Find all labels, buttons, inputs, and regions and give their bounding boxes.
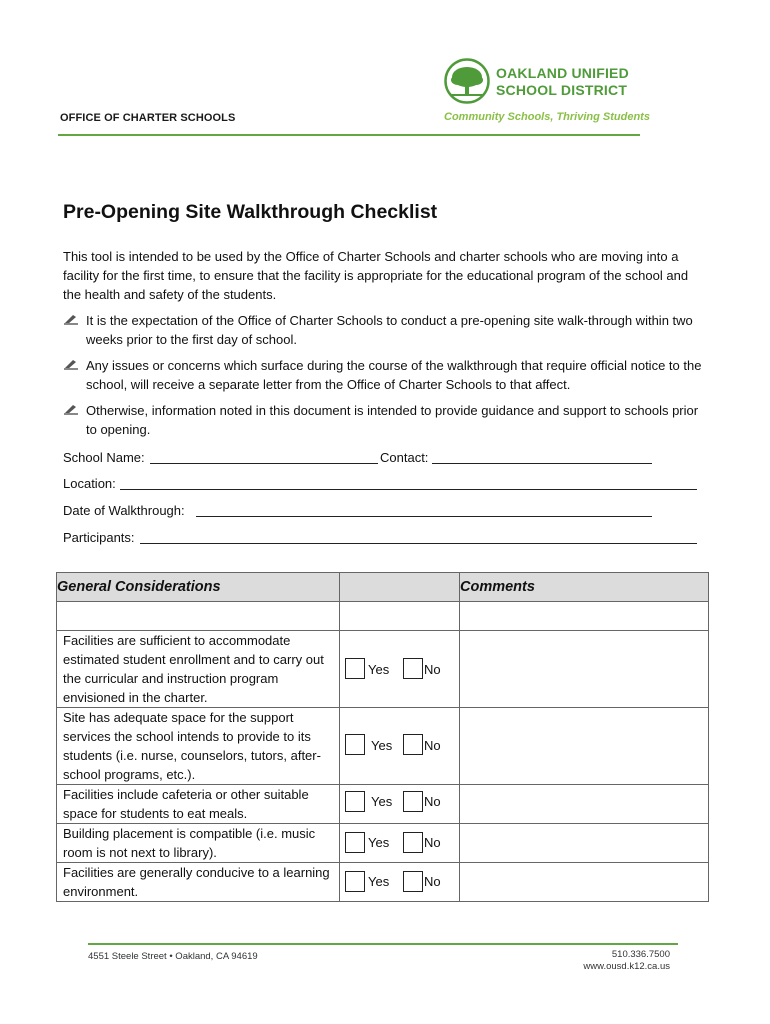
header-comments: Comments: [460, 573, 709, 602]
footer-contact: [560, 949, 670, 973]
footer-phone: 510.336.7500: [611, 949, 670, 960]
table-header-row: [57, 573, 709, 602]
table-row: [57, 631, 709, 708]
intro-paragraph: This tool is intended to be used by the Office of Charter Schools and charter schools who are moving into a facility for the first time, to ensure that the facility is appropriate for the educational program of the school and the health and safety of the students.: [63, 249, 689, 302]
no-checkbox[interactable]: [403, 832, 423, 853]
yes-no-cell: [340, 631, 460, 708]
yes-label: Yes: [368, 874, 390, 889]
office-title: OFFICE OF CHARTER SCHOOLS: [60, 112, 236, 124]
yes-no-cell: [340, 824, 460, 863]
district-name: [496, 65, 629, 99]
yes-checkbox[interactable]: [345, 832, 365, 853]
no-label: No: [424, 738, 441, 753]
bullet-text: Any issues or concerns which surface during the course of the walkthrough that require official notice to the school, will receive a separate letter from the Office of Charter Schools to that affect.: [86, 358, 702, 392]
yes-checkbox[interactable]: [345, 871, 365, 892]
yes-no-cell: [340, 785, 460, 824]
comments-cell[interactable]: [460, 785, 709, 824]
comments-cell[interactable]: [460, 708, 709, 785]
question-text: Building placement is compatible (i.e. music room is not next to library).: [57, 824, 340, 863]
district-name-line1: OAKLAND UNIFIED: [496, 65, 629, 81]
footer-divider: [88, 943, 678, 945]
contact-label: Contact:: [380, 450, 429, 465]
bullet-list: [63, 311, 703, 446]
table-row: [57, 708, 709, 785]
yes-label: Yes: [371, 738, 393, 753]
comments-cell[interactable]: [460, 824, 709, 863]
yes-label: Yes: [368, 662, 390, 677]
question-text: Facilities are sufficient to accommodate estimated student enrollment and to carry out the curricular and instruction program envisioned in the charter.: [57, 631, 340, 708]
list-item: [63, 356, 703, 394]
comments-cell[interactable]: [460, 863, 709, 902]
no-label: No: [424, 874, 441, 889]
district-name-line2: SCHOOL DISTRICT: [496, 82, 628, 98]
yes-checkbox[interactable]: [345, 791, 365, 812]
tree-logo-icon: [444, 58, 490, 104]
no-checkbox[interactable]: [403, 791, 423, 812]
no-checkbox[interactable]: [403, 658, 423, 679]
comments-cell[interactable]: [460, 602, 709, 631]
header-general-considerations: General Considerations: [57, 573, 340, 602]
no-checkbox[interactable]: [403, 734, 423, 755]
table-row: [57, 824, 709, 863]
bullet-text: It is the expectation of the Office of Charter Schools to conduct a pre-opening site walk-through within two weeks prior to the first day of school.: [86, 313, 693, 347]
footer-website: www.ousd.k12.ca.us: [583, 961, 670, 972]
footer-address: 4551 Steele Street • Oakland, CA 94619: [88, 951, 258, 962]
date-label: Date of Walkthrough:: [63, 503, 185, 518]
no-label: No: [424, 794, 441, 809]
table-row: [57, 863, 709, 902]
yes-checkbox[interactable]: [345, 734, 365, 755]
school-name-label: School Name:: [63, 450, 145, 465]
bullet-text: Otherwise, information noted in this document is intended to provide guidance and support to schools prior to opening.: [86, 403, 699, 437]
table-row: [57, 785, 709, 824]
yes-label: Yes: [371, 794, 393, 809]
tagline: Community Schools, Thriving Students: [444, 111, 650, 123]
list-item: [63, 401, 703, 439]
yes-no-cell: [340, 863, 460, 902]
header-divider: [58, 134, 640, 136]
bullet-pen-icon: [64, 358, 78, 370]
bullet-pen-icon: [64, 403, 78, 415]
yes-checkbox[interactable]: [345, 658, 365, 679]
question-text: Site has adequate space for the support services the school intends to provide to its students (i.e. nurse, counselors, tutors, after-school programs, etc.).: [57, 708, 340, 785]
question-text: Facilities include cafeteria or other suitable space for students to eat meals.: [57, 785, 340, 824]
no-checkbox[interactable]: [403, 871, 423, 892]
location-field[interactable]: [120, 489, 697, 490]
header-blank: [340, 573, 460, 602]
page-title: Pre-Opening Site Walkthrough Checklist: [63, 201, 438, 223]
participants-field[interactable]: [140, 543, 697, 544]
bullet-pen-icon: [64, 313, 78, 325]
comments-cell[interactable]: [460, 631, 709, 708]
contact-field[interactable]: [432, 463, 652, 464]
yes-no-cell: [340, 708, 460, 785]
list-item: [63, 311, 703, 349]
no-label: No: [424, 662, 441, 677]
no-label: No: [424, 835, 441, 850]
location-label: Location:: [63, 476, 116, 491]
participants-label: Participants:: [63, 530, 135, 545]
school-name-field[interactable]: [150, 463, 378, 464]
considerations-table: [56, 572, 709, 902]
yes-label: Yes: [368, 835, 390, 850]
question-text: Facilities are generally conducive to a learning environment.: [57, 863, 340, 902]
date-field[interactable]: [196, 516, 652, 517]
table-row: [57, 602, 709, 631]
